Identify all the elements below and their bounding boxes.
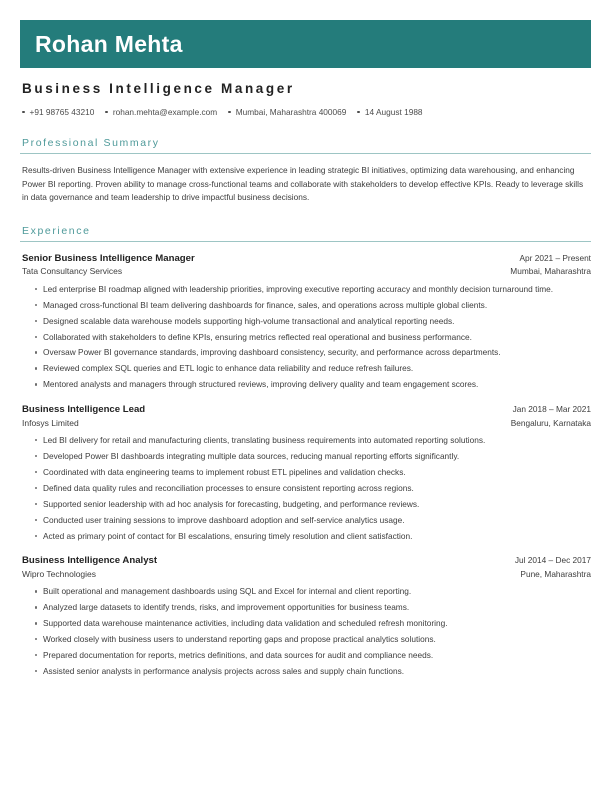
section-title-experience: Experience — [22, 224, 91, 237]
experience-dates: Jul 2014 – Dec 2017 — [514, 555, 591, 566]
experience-bullet: Acted as primary point of contact for BI escalations, ensuring timely resolution and client satisfaction. — [22, 530, 591, 542]
experience-bullet: Conducted user training sessions to improve dashboard adoption and self-service analytics usage. — [22, 514, 591, 526]
section-professional-summary — [20, 137, 591, 204]
experience-dates: Apr 2021 – Present — [519, 252, 591, 263]
bullet-dot-icon — [228, 111, 231, 114]
section-experience — [20, 225, 591, 678]
contact-item-birthdate — [357, 107, 422, 117]
contact-address-value: Mumbai, Maharashtra 400069 — [235, 107, 347, 118]
section-divider — [20, 241, 591, 242]
experience-bullet: Analyzed large datasets to identify trends, risks, and improvement opportunities for business teams. — [22, 601, 591, 613]
experience-role: Senior Business Intelligence Manager — [22, 252, 195, 264]
experience-location: Mumbai, Maharashtra — [510, 266, 591, 277]
experience-role: Business Intelligence Lead — [22, 403, 146, 415]
experience-dates: Jan 2018 – Mar 2021 — [512, 403, 591, 414]
contact-item-address — [228, 107, 346, 117]
experience-bullet: Led BI delivery for retail and manufacturing clients, translating business requirements into automated reporting solutions. — [22, 434, 591, 446]
contact-birthdate-value: 14 August 1988 — [364, 107, 423, 118]
contact-email-value: rohan.mehta@example.com — [112, 107, 218, 118]
resume-content — [20, 68, 591, 681]
experience-bullet: Designed scalable data warehouse models supporting high-volume transactional and analytical reporting needs. — [22, 315, 591, 327]
bullet-dot-icon — [22, 111, 25, 114]
experience-location: Pune, Maharashtra — [520, 568, 591, 579]
experience-entry-subheader — [22, 568, 591, 580]
candidate-name: Rohan Mehta — [35, 30, 183, 57]
experience-bullet: Prepared documentation for reports, metrics definitions, and data sources for audit and compliance needs. — [22, 649, 591, 661]
experience-location: Bengaluru, Karnataka — [510, 417, 591, 428]
experience-bullet: Developed Power BI dashboards integrating multiple data sources, reducing manual reporting efforts significantly. — [22, 450, 591, 462]
experience-bullet: Mentored analysts and managers through structured reviews, improving delivery quality and team engagement scores. — [22, 378, 591, 390]
professional-headline: Business Intelligence Manager — [22, 81, 295, 96]
experience-bullet: Collaborated with stakeholders to define KPIs, ensuring metrics reflected real operational and business performance. — [22, 331, 591, 343]
experience-company: Infosys Limited — [22, 417, 79, 428]
experience-bullet-list — [22, 434, 591, 542]
experience-entry-subheader — [22, 265, 591, 277]
bullet-dot-icon — [105, 111, 108, 114]
experience-bullet: Coordinated with data engineering teams to implement robust ETL pipelines and validation checks. — [22, 466, 591, 478]
contact-item-email — [105, 107, 217, 117]
experience-bullet: Built operational and management dashboards using SQL and Excel for internal and client reporting. — [22, 585, 591, 597]
experience-bullet-list — [22, 283, 591, 391]
section-divider — [20, 153, 591, 154]
experience-bullet: Worked closely with business users to understand reporting gaps and propose practical analytics solutions. — [22, 633, 591, 645]
contact-info-list — [22, 107, 591, 117]
experience-bullet: Defined data quality rules and reconciliation processes to ensure consistent reporting across regions. — [22, 482, 591, 494]
experience-entry — [22, 403, 591, 542]
experience-bullet: Assisted senior analysts in performance analysis projects across sales and supply chain functions. — [22, 665, 591, 677]
experience-body — [22, 252, 591, 678]
experience-bullet: Supported senior leadership with ad hoc analysis for forecasting, budgeting, and performance reviews. — [22, 498, 591, 510]
experience-entry-header — [22, 554, 591, 568]
experience-entry-header — [22, 252, 591, 266]
experience-entry-header — [22, 403, 591, 417]
experience-company: Wipro Technologies — [22, 568, 97, 579]
section-title-summary: Professional Summary — [22, 137, 160, 150]
summary-paragraph: Results-driven Business Intelligence Manager with extensive experience in leading strategic BI initiatives, optimizing data warehousing, and enhancing Power BI reporting. Proven ability to manage cross-functional teams and collaborate with stakeholders to develop effective KPIs. Ready to leverage skills in data governance and team leadership to drive impactful business decisions. — [22, 165, 584, 203]
summary-body — [22, 164, 591, 204]
experience-bullet-list — [22, 585, 591, 677]
contact-item-phone — [22, 107, 94, 117]
experience-bullet: Managed cross-functional BI team delivering dashboards for finance, sales, and operations across multiple global clients. — [22, 299, 591, 311]
bullet-dot-icon — [357, 111, 360, 114]
experience-bullet: Led enterprise BI roadmap aligned with leadership priorities, improving executive reporting accuracy and monthly decision turnaround time. — [22, 283, 591, 295]
experience-company: Tata Consultancy Services — [22, 266, 123, 277]
contact-phone-value: +91 98765 43210 — [29, 107, 95, 118]
experience-entry-subheader — [22, 417, 591, 429]
experience-role: Business Intelligence Analyst — [22, 555, 158, 567]
experience-bullet: Reviewed complex SQL queries and ETL logic to enhance data reliability and reduce refresh failures. — [22, 362, 591, 374]
experience-bullet: Supported data warehouse maintenance activities, including data validation and scheduled refresh monitoring. — [22, 617, 591, 629]
experience-bullet: Oversaw Power BI governance standards, improving dashboard consistency, security, and performance across departments. — [22, 346, 591, 358]
header-banner — [20, 20, 591, 68]
experience-entry — [22, 252, 591, 391]
experience-entry — [22, 554, 591, 677]
